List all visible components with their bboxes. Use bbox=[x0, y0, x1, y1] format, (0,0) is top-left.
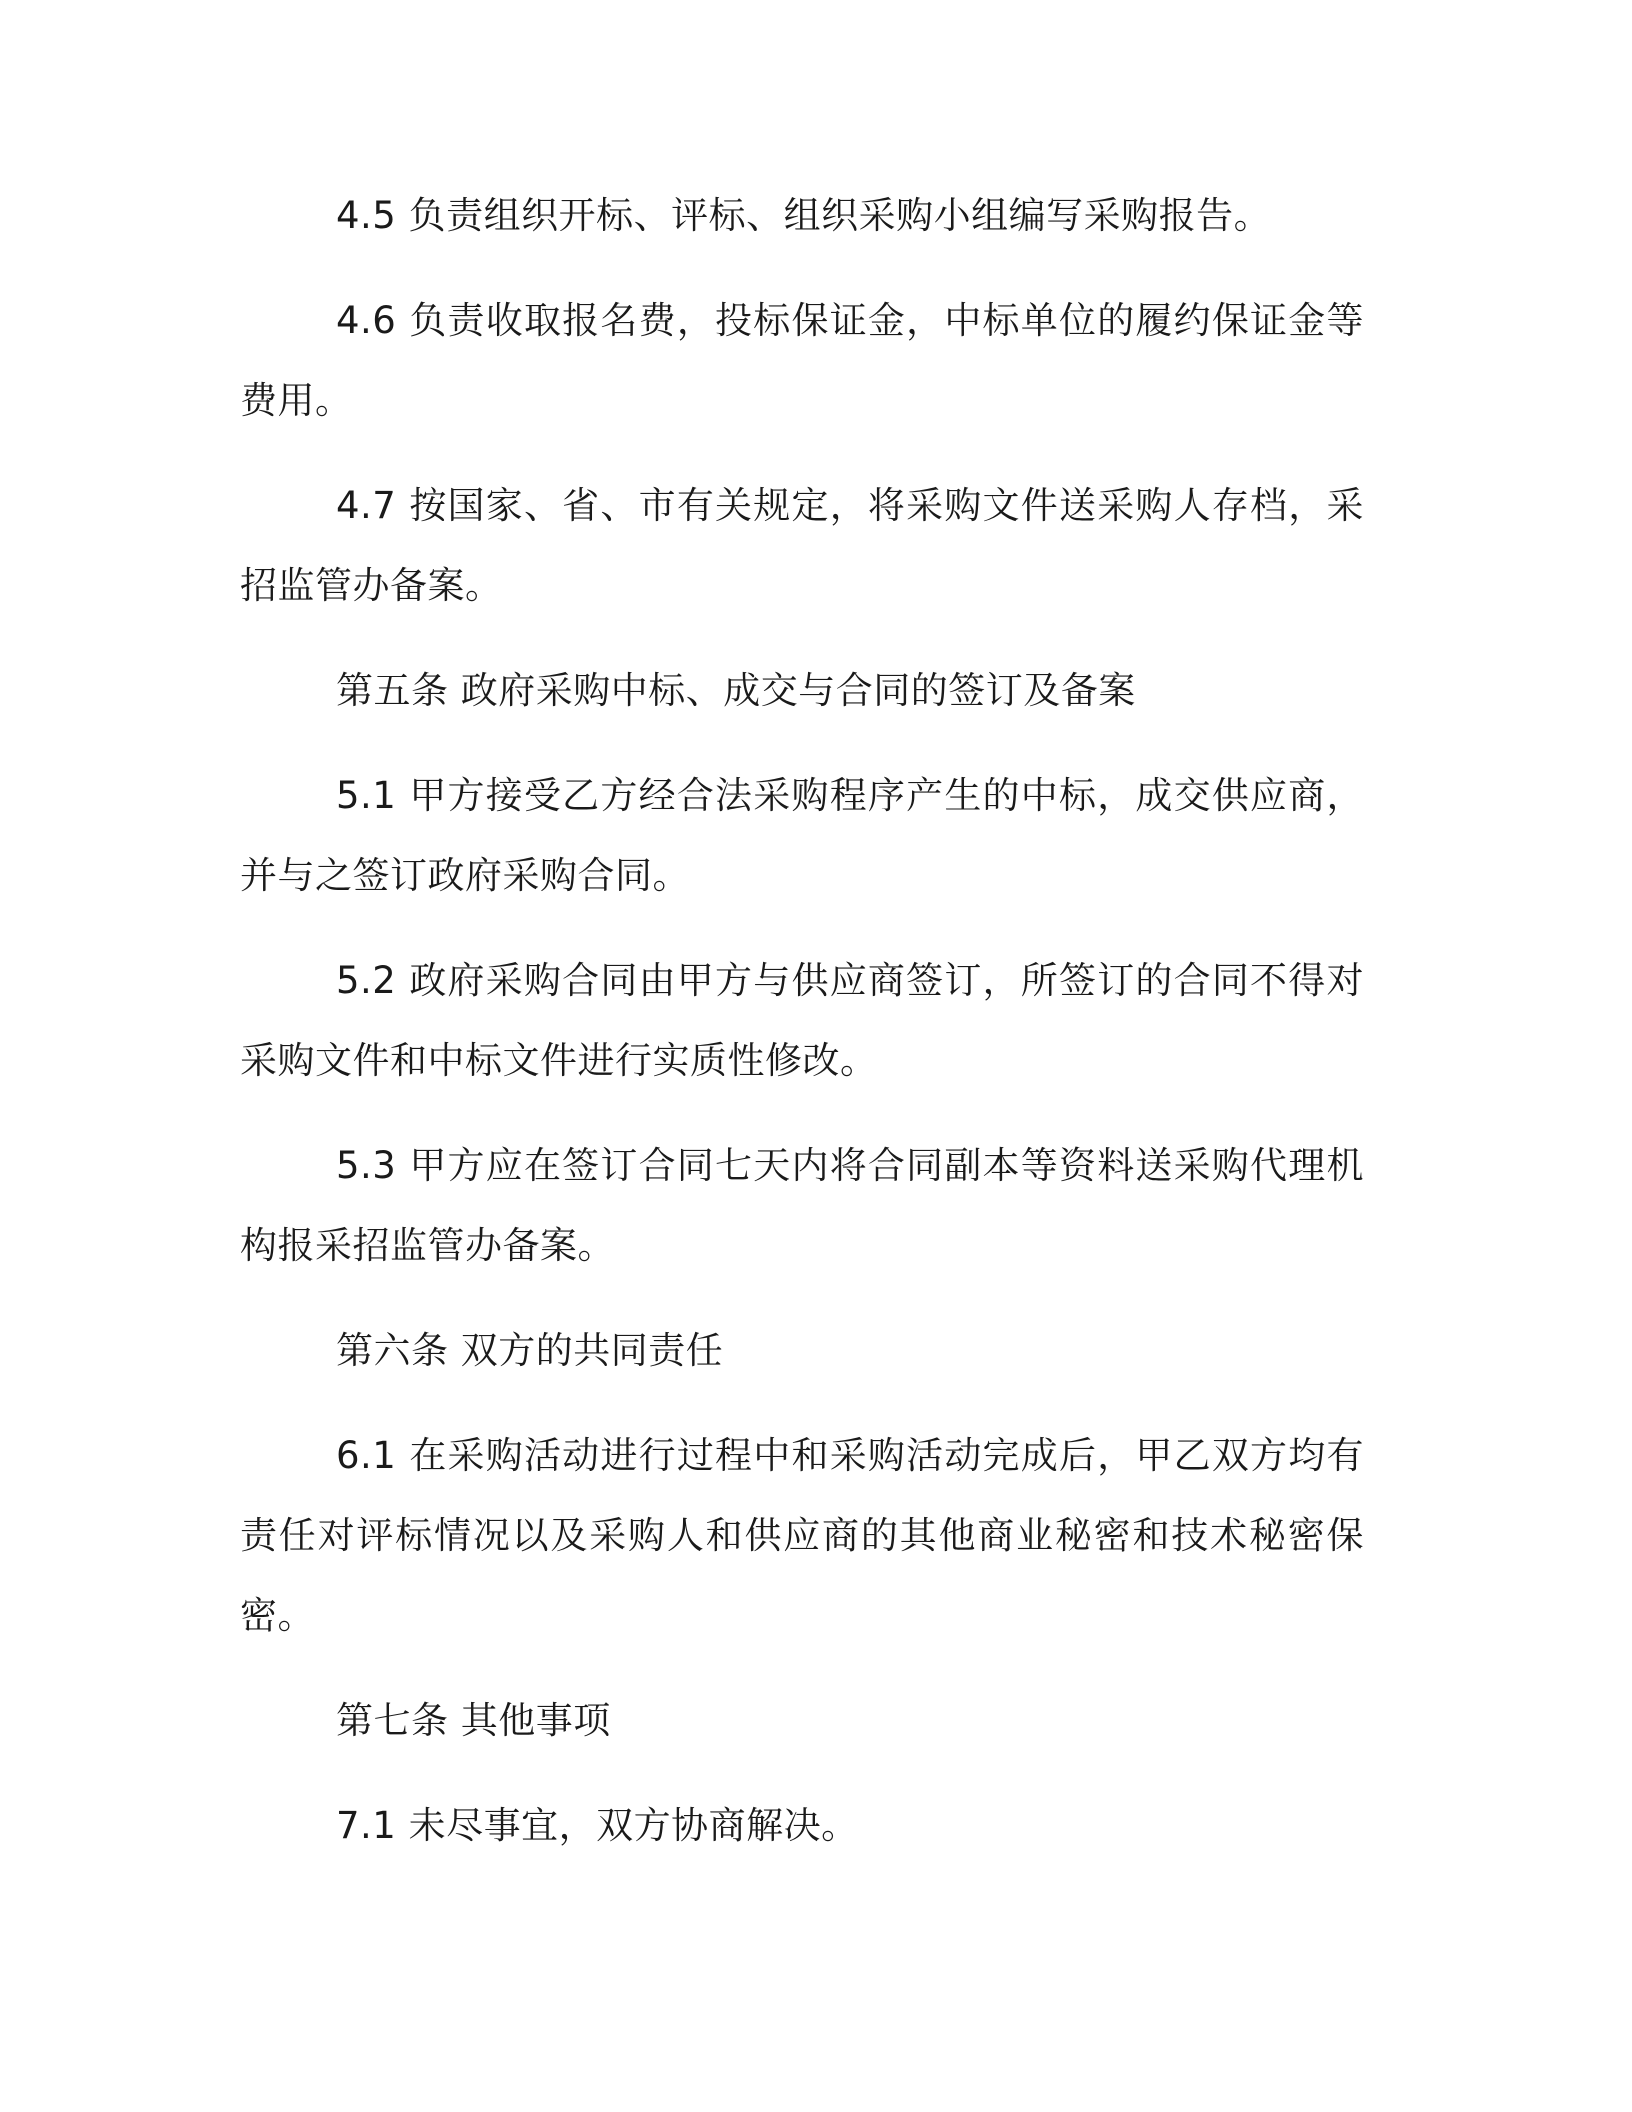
document-body bbox=[240, 176, 1364, 1891]
clause-4-7: 4.7 按国家、省、市有关规定，将采购文件送采购人存档，采招监管办备案。 bbox=[240, 484, 1364, 607]
clause-6-1: 6.1 在采购活动进行过程中和采购活动完成后，甲乙双方均有责任对评标情况以及采购人和供应商的其他商业秘密和技术秘密保密。 bbox=[240, 1434, 1364, 1637]
clause-4-6: 4.6 负责收取报名费，投标保证金，中标单位的履约保证金等费用。 bbox=[240, 299, 1364, 422]
article-5-heading: 第五条 政府采购中标、成交与合同的签订及备案 bbox=[336, 669, 1136, 712]
clause-4-5: 4.5 负责组织开标、评标、组织采购小组编写采购报告。 bbox=[336, 194, 1272, 237]
clause-5-2: 5.2 政府采购合同由甲方与供应商签订，所签订的合同不得对采购文件和中标文件进行实质性修改。 bbox=[240, 959, 1364, 1082]
clause-5-3: 5.3 甲方应在签订合同七天内将合同副本等资料送采购代理机构报采招监管办备案。 bbox=[240, 1144, 1364, 1267]
clause-5-1: 5.1 甲方接受乙方经合法采购程序产生的中标，成交供应商，并与之签订政府采购合同。 bbox=[240, 774, 1364, 897]
article-6-heading: 第六条 双方的共同责任 bbox=[336, 1329, 724, 1372]
article-7-heading: 第七条 其他事项 bbox=[336, 1699, 611, 1742]
clause-7-1: 7.1 未尽事宜，双方协商解决。 bbox=[336, 1804, 859, 1847]
